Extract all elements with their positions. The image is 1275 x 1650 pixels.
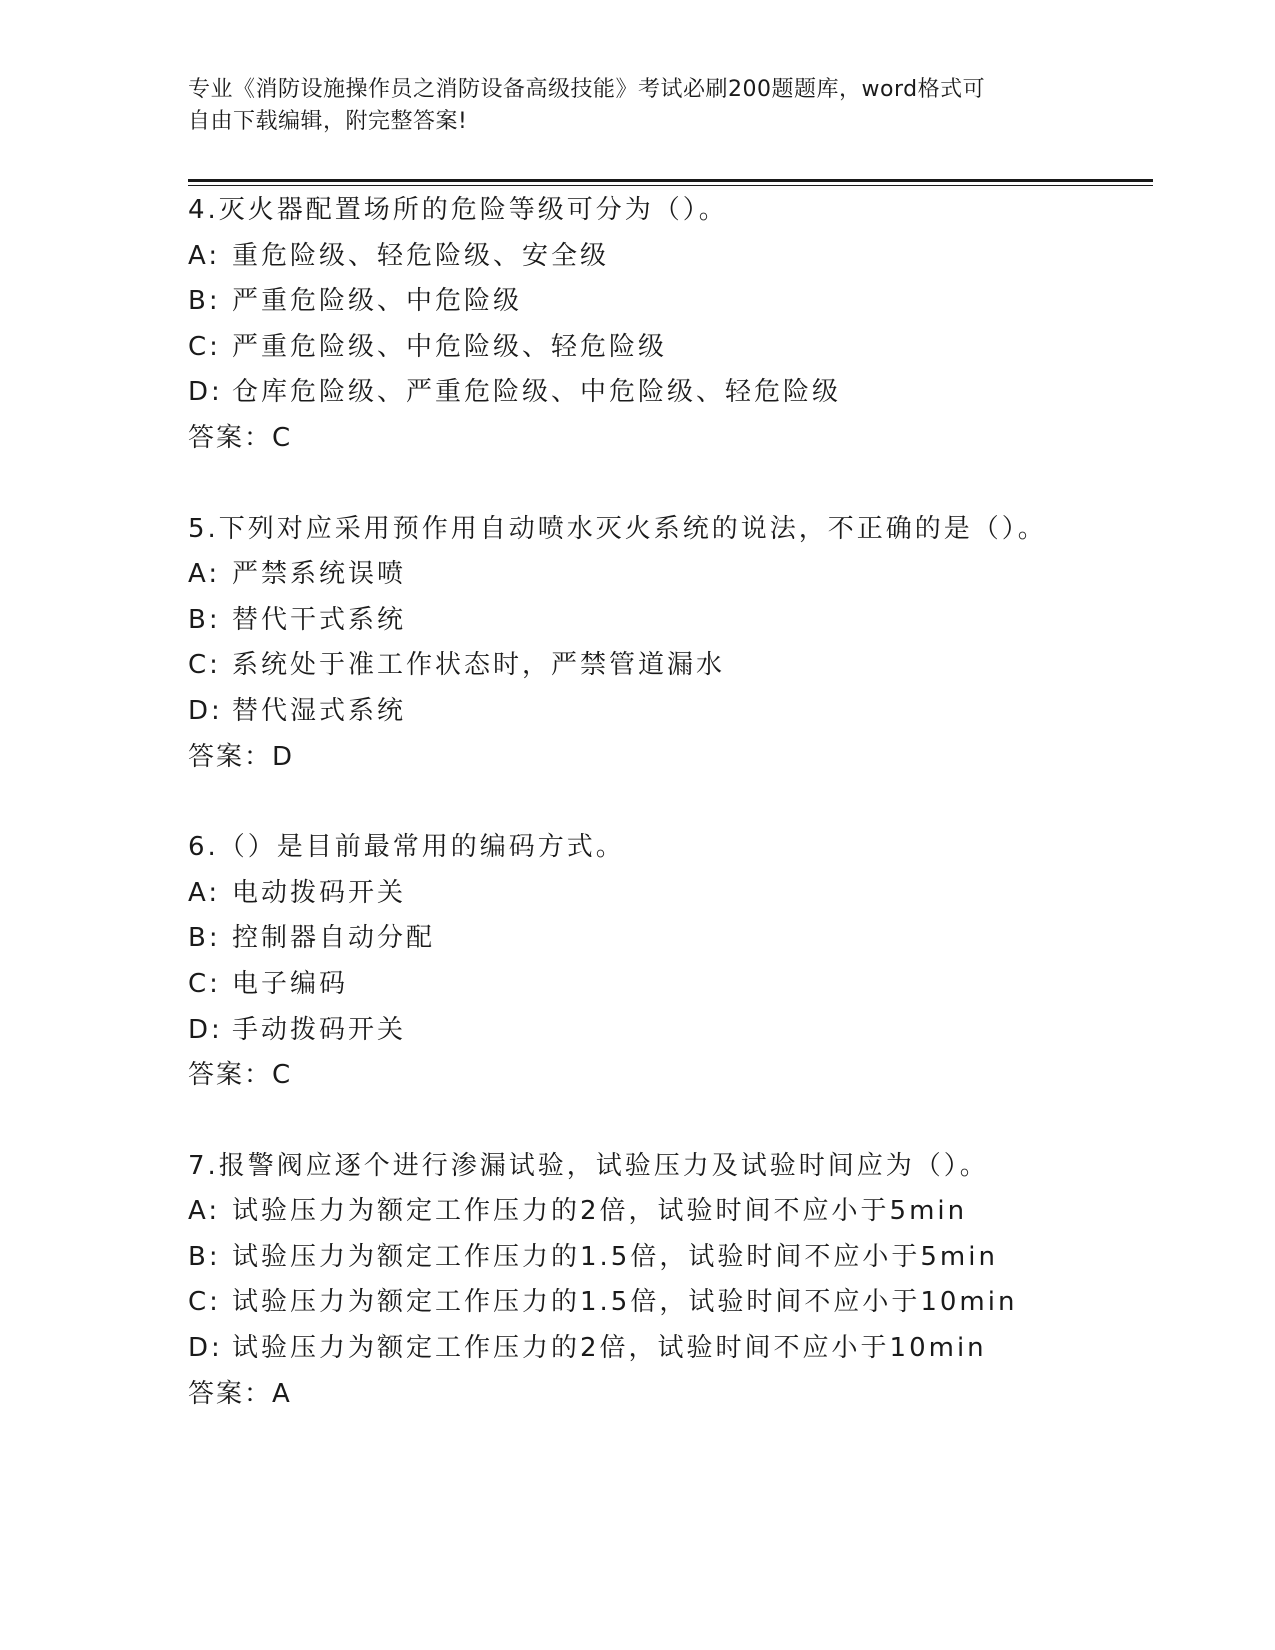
header-line-2: 自由下载编辑，附完整答案! xyxy=(188,109,468,134)
option-letter: B: xyxy=(188,286,221,317)
option-d xyxy=(188,1008,1138,1054)
question-stem: 6.（）是目前最常用的编码方式。 xyxy=(188,832,625,863)
option-letter: D: xyxy=(188,377,223,408)
option-b xyxy=(188,916,1138,962)
option-text: 电动拨码开关 xyxy=(232,877,407,908)
option-b xyxy=(188,598,1138,644)
question-7 xyxy=(188,1144,1138,1418)
option-d xyxy=(188,1326,1138,1372)
option-letter: A: xyxy=(188,559,221,590)
option-text: 系统处于准工作状态时，严禁管道漏水 xyxy=(232,650,726,681)
option-text: 控制器自动分配 xyxy=(232,923,436,954)
option-c xyxy=(188,1280,1138,1326)
option-a xyxy=(188,1189,1138,1235)
header-divider-thick xyxy=(188,179,1153,182)
option-text: 严重危险级、中危险级、轻危险级 xyxy=(232,331,668,362)
option-text: 仓库危险级、严重危险级、中危险级、轻危险级 xyxy=(232,377,842,408)
option-letter: D: xyxy=(188,1333,223,1364)
option-letter: C: xyxy=(188,1287,221,1318)
question-stem: 7.报警阀应逐个进行渗漏试验，试验压力及试验时间应为（）。 xyxy=(188,1150,989,1181)
option-text: 严禁系统误喷 xyxy=(232,559,407,590)
option-a xyxy=(188,871,1138,917)
answer-line: 答案：A xyxy=(188,1378,292,1409)
option-text: 替代湿式系统 xyxy=(232,695,407,726)
option-d xyxy=(188,370,1138,416)
option-letter: C: xyxy=(188,331,221,362)
option-text: 替代干式系统 xyxy=(232,604,407,635)
answer-line: 答案：C xyxy=(188,422,293,453)
option-c xyxy=(188,643,1138,689)
option-letter: B: xyxy=(188,1241,221,1272)
option-text: 手动拨码开关 xyxy=(232,1014,407,1045)
option-d xyxy=(188,689,1138,735)
option-letter: C: xyxy=(188,968,221,999)
option-text: 电子编码 xyxy=(232,968,349,999)
option-letter: C: xyxy=(188,650,221,681)
option-text: 试验压力为额定工作压力的2倍，试验时间不应小于10min xyxy=(232,1333,987,1364)
answer-line: 答案：D xyxy=(188,741,295,772)
option-text: 试验压力为额定工作压力的1.5倍，试验时间不应小于5min xyxy=(232,1241,998,1272)
answer-line: 答案：C xyxy=(188,1060,293,1091)
option-b xyxy=(188,1235,1138,1281)
question-5 xyxy=(188,507,1138,781)
option-text: 试验压力为额定工作压力的2倍，试验时间不应小于5min xyxy=(232,1196,968,1227)
question-stem: 5.下列对应采用预作用自动喷水灭火系统的说法，不正确的是（）。 xyxy=(188,513,1047,544)
option-b xyxy=(188,279,1138,325)
header-divider-thin xyxy=(188,185,1153,186)
header-line-1: 专业《消防设施操作员之消防设备高级技能》考试必刷200题题库，word格式可 xyxy=(188,77,986,102)
option-letter: A: xyxy=(188,877,221,908)
question-4 xyxy=(188,188,1138,462)
option-letter: A: xyxy=(188,1196,221,1227)
option-c xyxy=(188,325,1138,371)
option-text: 试验压力为额定工作压力的1.5倍，试验时间不应小于10min xyxy=(232,1287,1018,1318)
option-a xyxy=(188,552,1138,598)
option-letter: B: xyxy=(188,604,221,635)
option-text: 严重危险级、中危险级 xyxy=(232,286,523,317)
option-text: 重危险级、轻危险级、安全级 xyxy=(232,240,610,271)
option-a xyxy=(188,234,1138,280)
question-6 xyxy=(188,825,1138,1099)
option-letter: D: xyxy=(188,695,223,726)
document-header xyxy=(188,74,1088,138)
option-letter: B: xyxy=(188,923,221,954)
question-list xyxy=(188,188,1138,1462)
question-stem: 4.灭火器配置场所的危险等级可分为（）。 xyxy=(188,195,728,225)
option-letter: D: xyxy=(188,1014,223,1045)
option-letter: A: xyxy=(188,240,221,271)
option-c xyxy=(188,962,1138,1008)
